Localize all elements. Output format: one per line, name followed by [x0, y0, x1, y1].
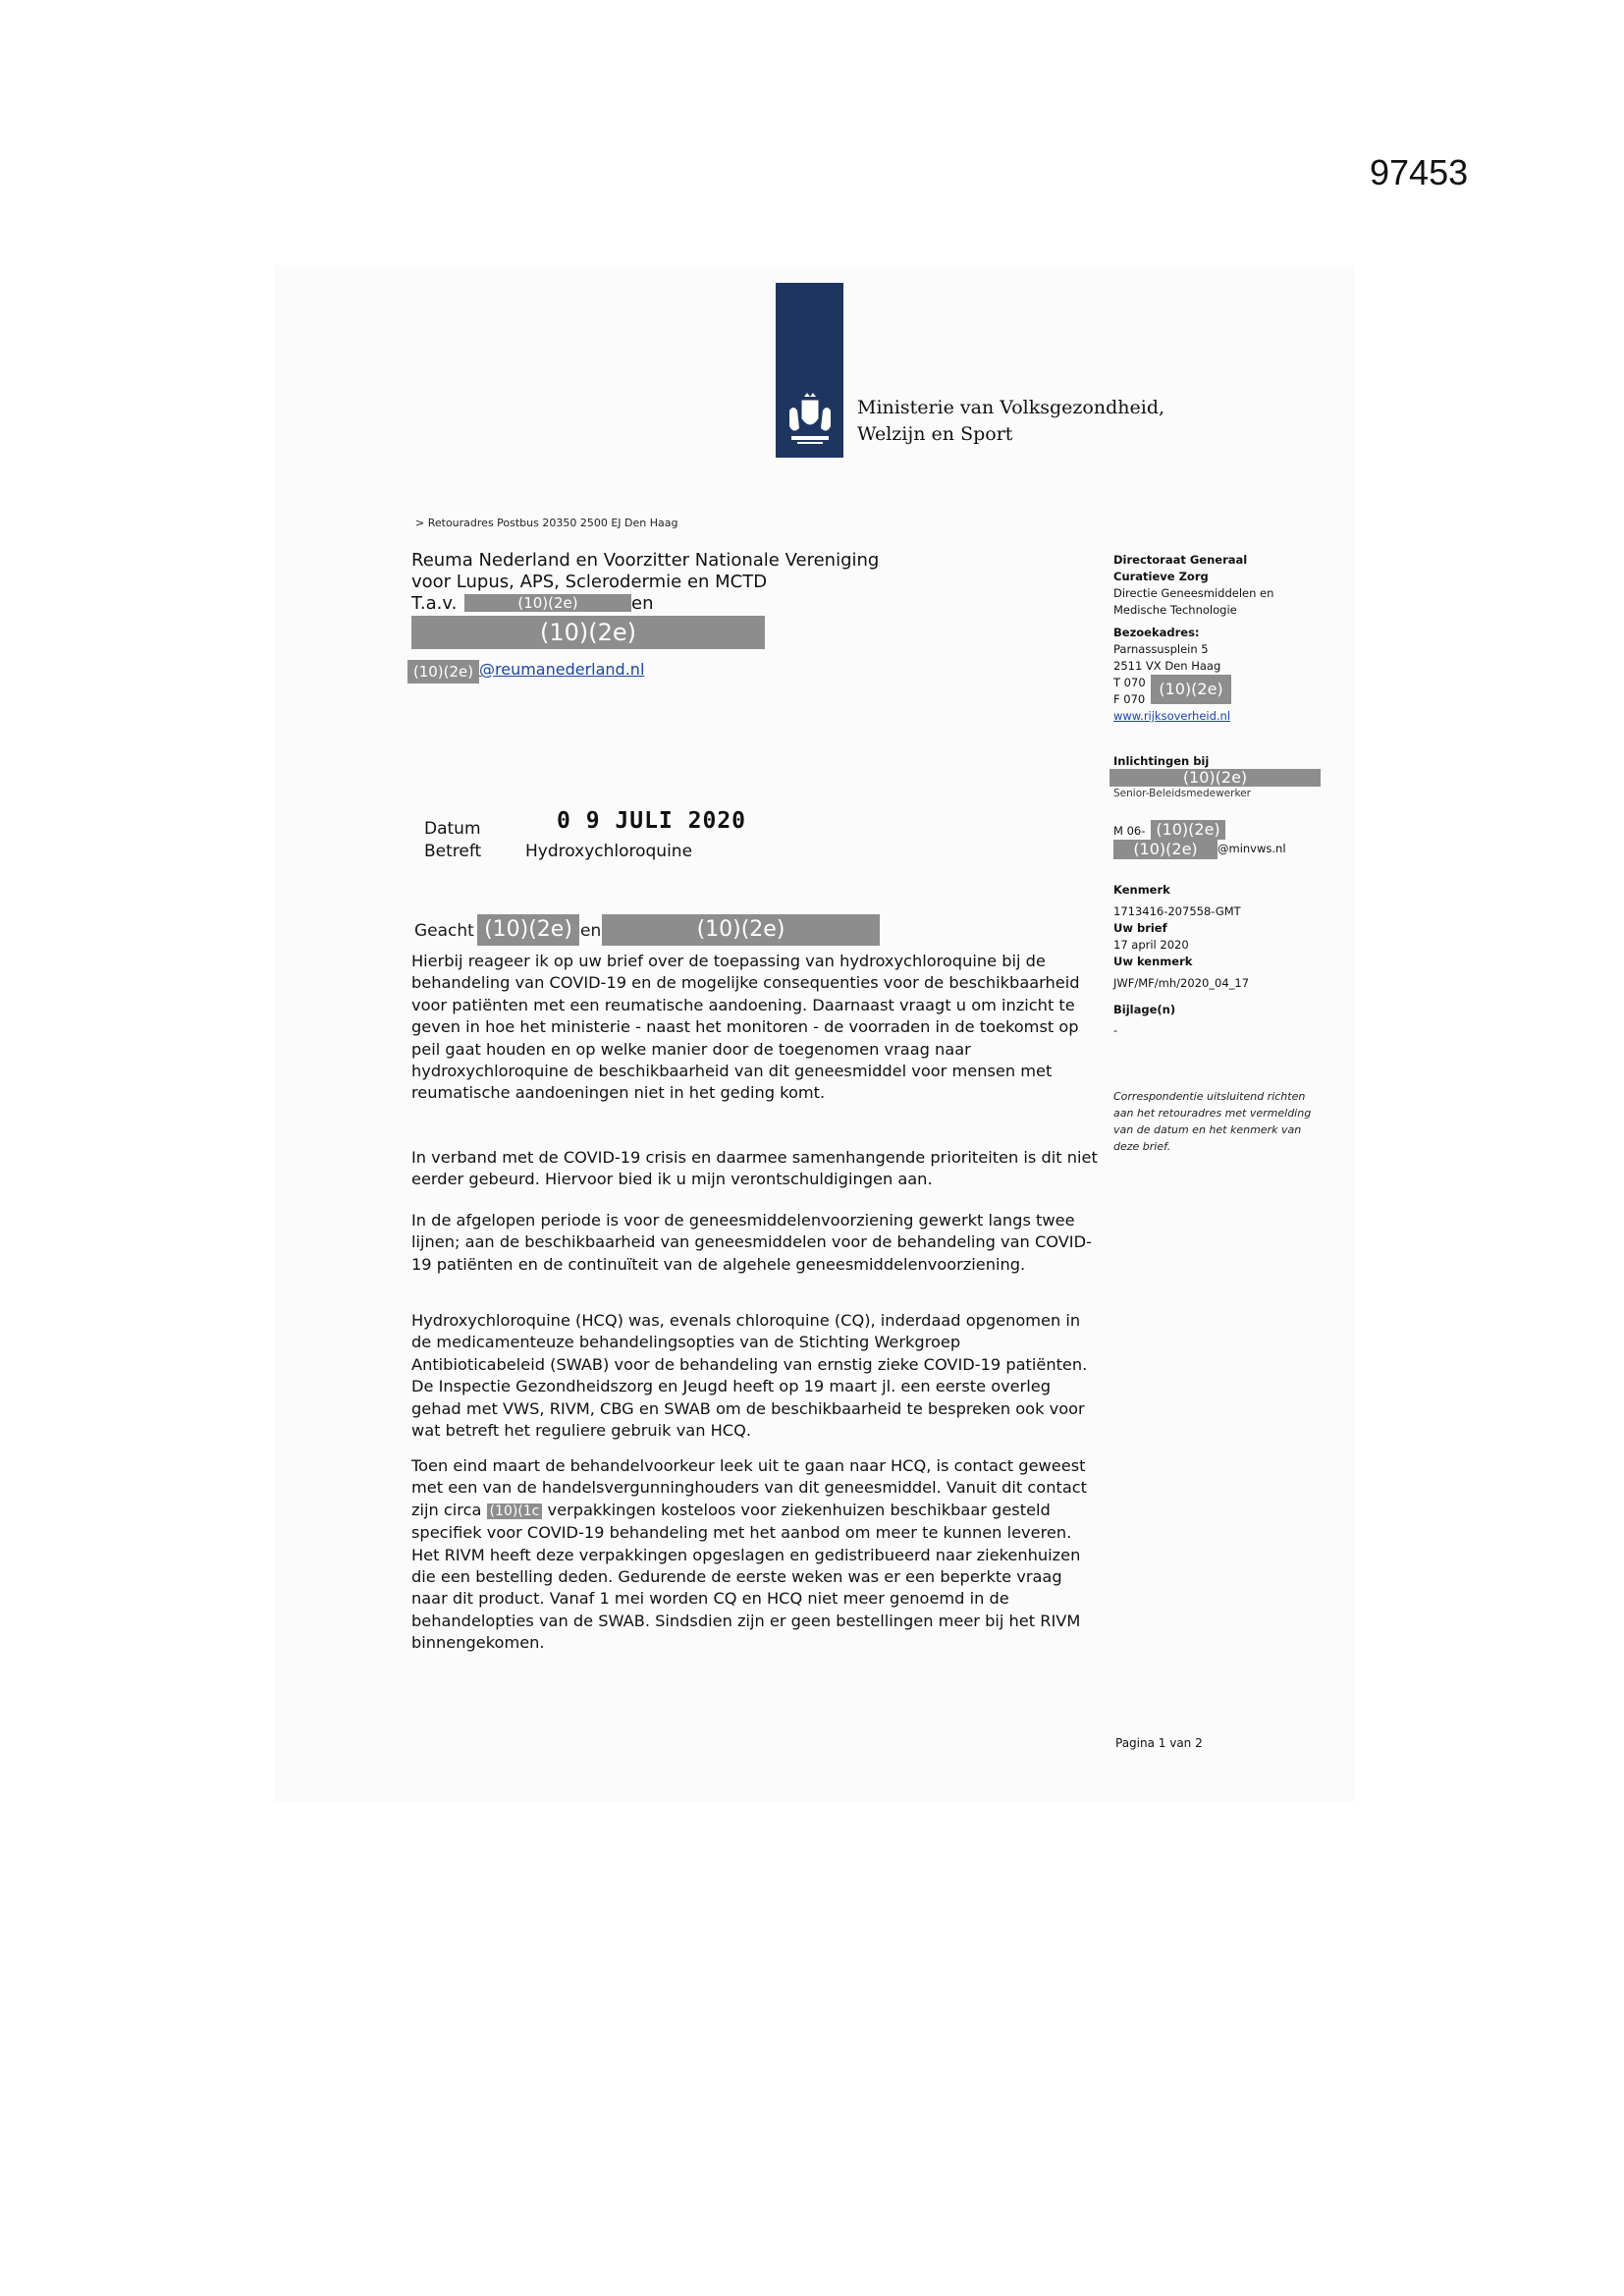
ministry-name [857, 395, 1164, 448]
paragraph-5-part-2: verpakkingen kosteloos voor ziekenhuizen beschikbaar gesteld specifiek voor COVID-19 behandeling met het aanbod om meer te kunnen leveren. Het RIVM heeft deze verpakkingen opgeslagen en gedistribueerd naar ziekenhuizen die een bestelling deden. Gedurende de eerste weken was er een beperkte vraag naar dit product. Vanaf 1 mei worden CQ en HCQ niet meer genoemd in de behandelopties van de SWAB. Sindsdien zijn er geen bestellingen meer bij het RIVM binnengekomen. [411, 1500, 1081, 1653]
salutation-en: en [580, 921, 602, 941]
mobile-prefix: M 06- [1113, 824, 1146, 838]
kenmerk-label: Kenmerk [1113, 883, 1170, 897]
website-link[interactable]: www.rijksoverheid.nl [1113, 709, 1231, 723]
coat-of-arms-icon [784, 391, 837, 448]
recipient-line-1: Reuma Nederland en Voorzitter Nationale Vereniging [411, 550, 880, 571]
inlichtingen-label: Inlichtingen bij [1113, 754, 1210, 768]
paragraph-1: Hierbij reageer ik op uw brief over de toepassing van hydroxychloroquine bij de behandeling van COVID-19 en de mogelijke consequenties voor de beschikbaarheid voor patiënten met een reumatische aandoening. Daarnaast vraagt u om inzicht te geven in hoe het ministerie - naast het monitoren - de voorraden in de toekomst op peil gaat houden en op welke manier door de toegenomen vraag naar hydroxychloroquine de beschikbaarheid van dit geneesmiddel voor mensen met reumatische aandoeningen niet in het geding komt. [411, 952, 1080, 1103]
tav-label: T.a.v. [411, 593, 458, 614]
kenmerk-value: 1713416-207558-GMT [1113, 904, 1241, 918]
redaction-recipient-name: (10)(2e) [411, 616, 765, 649]
paragraph-5-part-1: Toen eind maart de behandelvoorkeur leek uit te gaan naar HCQ, is contact geweest met een van de handelsvergunninghouders van dit geneesmiddel. Vanuit dit contact zijn circa [411, 1456, 1087, 1519]
uw-kenmerk-label: Uw kenmerk [1113, 955, 1193, 968]
redaction-salutation-1: (10)(2e) [477, 914, 579, 946]
bijlage-value: - [1113, 1023, 1118, 1037]
betreft-label: Betreft [424, 842, 482, 861]
page-footer: Pagina 1 van 2 [1115, 1736, 1203, 1750]
page-number: 97453 [1370, 152, 1469, 192]
paragraph-4: Hydroxychloroquine (HCQ) was, evenals chloroquine (CQ), inderdaad opgenomen in de medicamenteuze behandelingsopties van de Stichting Werkgroep Antibioticabeleid (SWAB) voor de behandeling van ernstig zieke COVID-19 patiënten. De Inspectie Gezondheidszorg en Jeugd heeft op 19 maart jl. een eerste overleg gehad met VWS, RIVM, CBG en SWAB om de beschikbaarheid te bespreken ook voor wat betreft het reguliere gebruik van HCQ. [411, 1311, 1088, 1441]
paragraph-3: In de afgelopen periode is voor de geneesmiddelenvoorziening gewerkt langs twee lijnen; aan de beschikbaarheid van geneesmiddelen voor de behandeling van COVID-19 patiënten en de continuïteit van de algehele geneesmiddelenvoorziening. [411, 1211, 1092, 1274]
redaction-email: (10)(2e) [407, 660, 479, 683]
recipient-email-link[interactable]: @reumanederland.nl [479, 660, 645, 679]
sidebar-directorate [1113, 552, 1273, 619]
salutation-prefix: Geacht [414, 921, 474, 941]
redaction-contact-name: (10)(2e) [1110, 769, 1321, 787]
return-address: > Retouradres Postbus 20350 2500 EJ Den Haag [415, 517, 678, 529]
redaction-mobile: (10)(2e) [1151, 820, 1225, 840]
dg-line-2: Curatieve Zorg [1113, 570, 1209, 583]
redaction-mail: (10)(2e) [1113, 840, 1218, 859]
datum-label: Datum [424, 819, 481, 839]
street: Parnassusplein 5 [1113, 642, 1209, 656]
fax: F 070 [1113, 692, 1146, 706]
betreft-value: Hydroxychloroquine [525, 842, 693, 861]
bijlage-label: Bijlage(n) [1113, 1003, 1176, 1016]
sidebar-references [1113, 882, 1249, 1039]
redaction-quantity: (10)(1c [487, 1503, 543, 1519]
uw-brief-value: 17 april 2020 [1113, 938, 1189, 952]
redaction-salutation-2: (10)(2e) [602, 914, 880, 946]
dg-line-1: Directoraat Generaal [1113, 553, 1248, 567]
telephone: T 070 [1113, 676, 1146, 689]
tav-en: en [631, 593, 654, 614]
dir-line-1: Directie Geneesmiddelen en [1113, 586, 1274, 600]
uw-kenmerk-value: JWF/MF/mh/2020_04_17 [1113, 976, 1250, 990]
dir-line-2: Medische Technologie [1113, 603, 1237, 617]
redaction-tav: (10)(2e) [464, 594, 631, 612]
city: 2511 VX Den Haag [1113, 659, 1221, 673]
bezoek-label: Bezoekadres: [1113, 626, 1200, 639]
recipient-line-2: voor Lupus, APS, Sclerodermie en MCTD [411, 572, 768, 592]
paragraph-2: In verband met de COVID-19 crisis en daarmee samenhangende prioriteiten is dit niet eerder gebeurd. Hiervoor bied ik u mijn verontschuldigingen aan. [411, 1148, 1098, 1189]
redaction-telephone: (10)(2e) [1151, 675, 1231, 704]
paragraph-5 [411, 1455, 1099, 1655]
mail-domain: @minvws.nl [1218, 842, 1286, 855]
ministry-line-1: Ministerie van Volksgezondheid, [857, 397, 1165, 418]
uw-brief-label: Uw brief [1113, 921, 1167, 935]
correspondence-note: Correspondentie uitsluitend richten aan het retouradres met vermelding van de datum en het kenmerk van deze brief. [1113, 1090, 1312, 1153]
contact-role: Senior-Beleidsmedewerker [1113, 788, 1251, 799]
date-stamp: 0 9 JULI 2020 [557, 808, 747, 834]
ministry-line-2: Welzijn en Sport [857, 423, 1013, 445]
